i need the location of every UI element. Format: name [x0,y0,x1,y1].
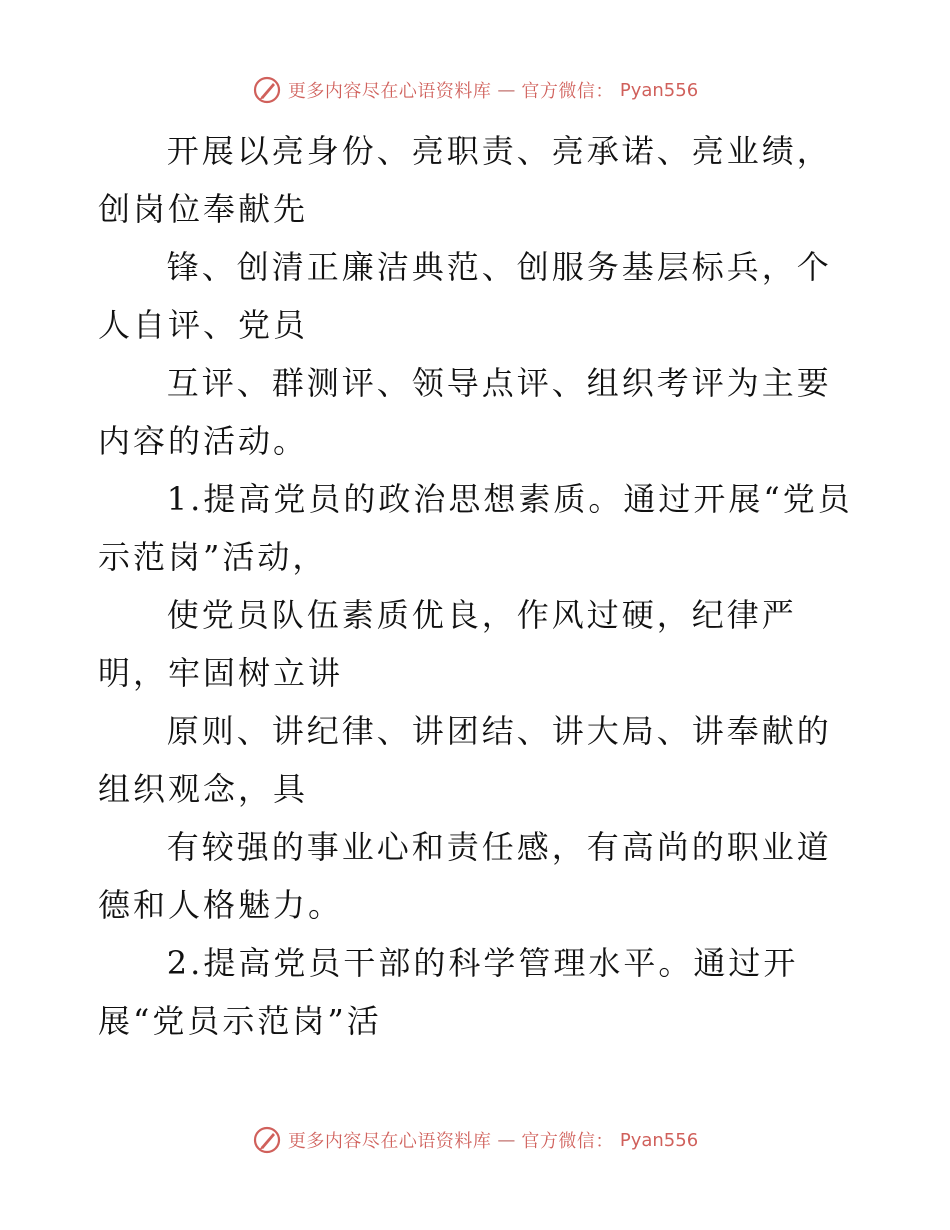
paragraph-1: 开展以亮身份、亮职责、亮承诺、亮业绩，创岗位奉献先 [98,132,832,228]
watermark-wechat-label: 官方微信： [521,1131,614,1152]
watermark-wechat-label: 官方微信： [521,81,614,102]
paragraph-7: 有较强的事业心和责任感，有高尚的职业道德和人格魅力。 [98,828,832,924]
paragraph-8: 2.提高党员干部的科学管理水平。通过开展“党员示范岗”活 [98,944,799,1040]
paragraph-5: 使党员队伍素质优良，作风过硬，纪律严明，牢固树立讲 [98,596,797,692]
paragraph-3: 互评、群测评、领导点评、组织考评为主要内容的活动。 [98,364,832,460]
watermark-wechat-id: Pyan556 [619,79,699,101]
footer-watermark [0,1120,950,1160]
document-body [98,122,858,1050]
watermark-site-text: 更多内容尽在心语资料库 [287,1131,492,1152]
paragraph-2: 锋、创清正廉洁典范、创服务基层标兵，个人自评、党员 [98,248,832,344]
watermark-wechat-id: Pyan556 [619,1129,699,1151]
quill-logo-icon [252,1125,282,1155]
watermark-separator: — [497,79,516,101]
paragraph-6: 原则、讲纪律、讲团结、讲大局、讲奉献的组织观念，具 [98,712,832,808]
paragraph-4: 1.提高党员的政治思想素质。通过开展“党员示范岗”活动， [98,480,853,576]
header-watermark [0,70,950,110]
quill-logo-icon [252,75,282,105]
watermark-site-text: 更多内容尽在心语资料库 [287,81,492,102]
watermark-separator: — [497,1129,516,1151]
